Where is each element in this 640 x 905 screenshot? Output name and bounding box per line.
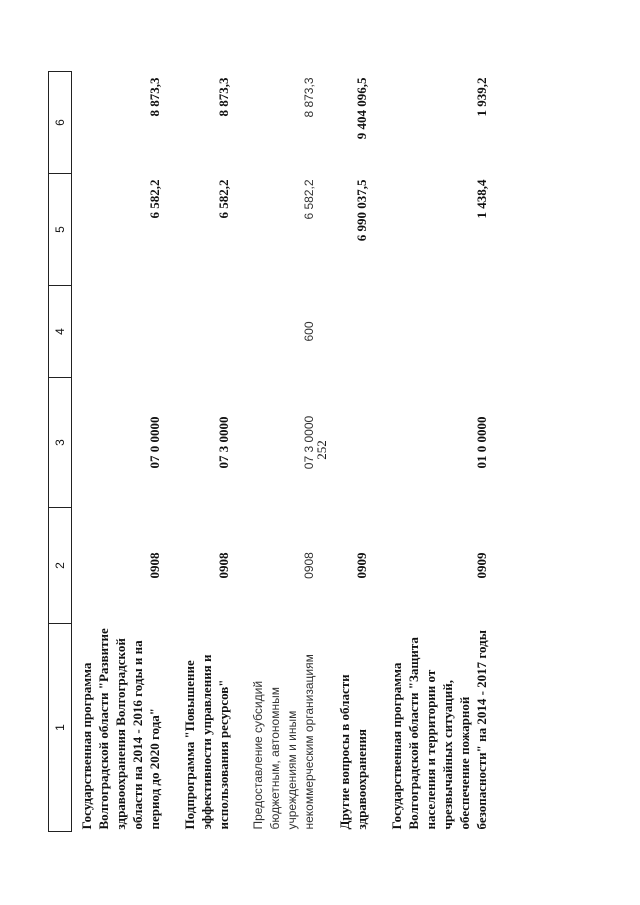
row-target-code [322,378,374,508]
table-row [72,72,168,832]
header-cell: 4 [49,286,72,378]
row-amount-col6: 8 873,3 [216,77,231,117]
row-expense-type [322,286,374,378]
row-expense-type: 600 [302,321,316,342]
row-amount-col6: 1 939,2 [474,77,489,117]
row-amount-col5: 6 582,2 [147,179,162,219]
row-section-code: 0908 [216,552,231,579]
row-expense-type [167,286,236,378]
row-amount-col6: 8 873,3 [147,77,162,117]
table-row [322,72,374,832]
row-section-code: 0908 [302,552,316,579]
row-name: Предоставление субсидий бюджетным, автономным учреждениям и иным некоммерческим организациям [251,654,316,830]
rotated-table-area [48,72,620,832]
row-section-code: 0908 [147,552,162,579]
row-name: Государственная программа Волгоградской области "Защита населения и территории от чрезвычайных ситуаций, обеспечение пожарной безопасности" на 2014 - 2017 годы [389,630,489,830]
row-section-code: 0909 [474,552,489,579]
row-target-code: 07 0 0000 [147,416,162,469]
row-expense-type [374,286,494,378]
row-name: Государственная программа Волгоградской области "Развитие здравоохранения Волгоградской области на 2014 - 2016 годы и на период до 2020 года" [79,628,162,830]
row-name: Подпрограмма "Повышение эффективности управления и использования ресурсов" [182,654,231,830]
row-amount-col6: 8 873,3 [302,77,316,118]
row-target-code: 07 3 0000 [302,415,316,470]
table-row [167,72,236,832]
table-row [374,72,494,832]
row-amount-col5: 1 438,4 [474,179,489,219]
page-number: 252 [314,440,329,460]
row-target-code: 07 3 0000 [216,416,231,469]
table-row [236,72,322,832]
row-amount-col5: 6 582,2 [302,179,316,220]
header-cell: 2 [49,508,72,624]
row-name: Другие вопросы в области здравоохранения [337,674,369,830]
budget-table [48,71,494,832]
header-row [49,72,72,832]
row-amount-col6: 9 404 096,5 [354,77,369,140]
row-section-code: 0909 [354,552,369,579]
row-expense-type [72,286,168,378]
row-amount-col5: 6 582,2 [216,179,231,219]
header-cell: 6 [49,72,72,174]
header-cell: 1 [49,624,72,832]
header-cell: 5 [49,174,72,286]
row-amount-col5: 6 990 037,5 [354,179,369,242]
row-target-code: 01 0 0000 [474,416,489,469]
header-cell: 3 [49,378,72,508]
